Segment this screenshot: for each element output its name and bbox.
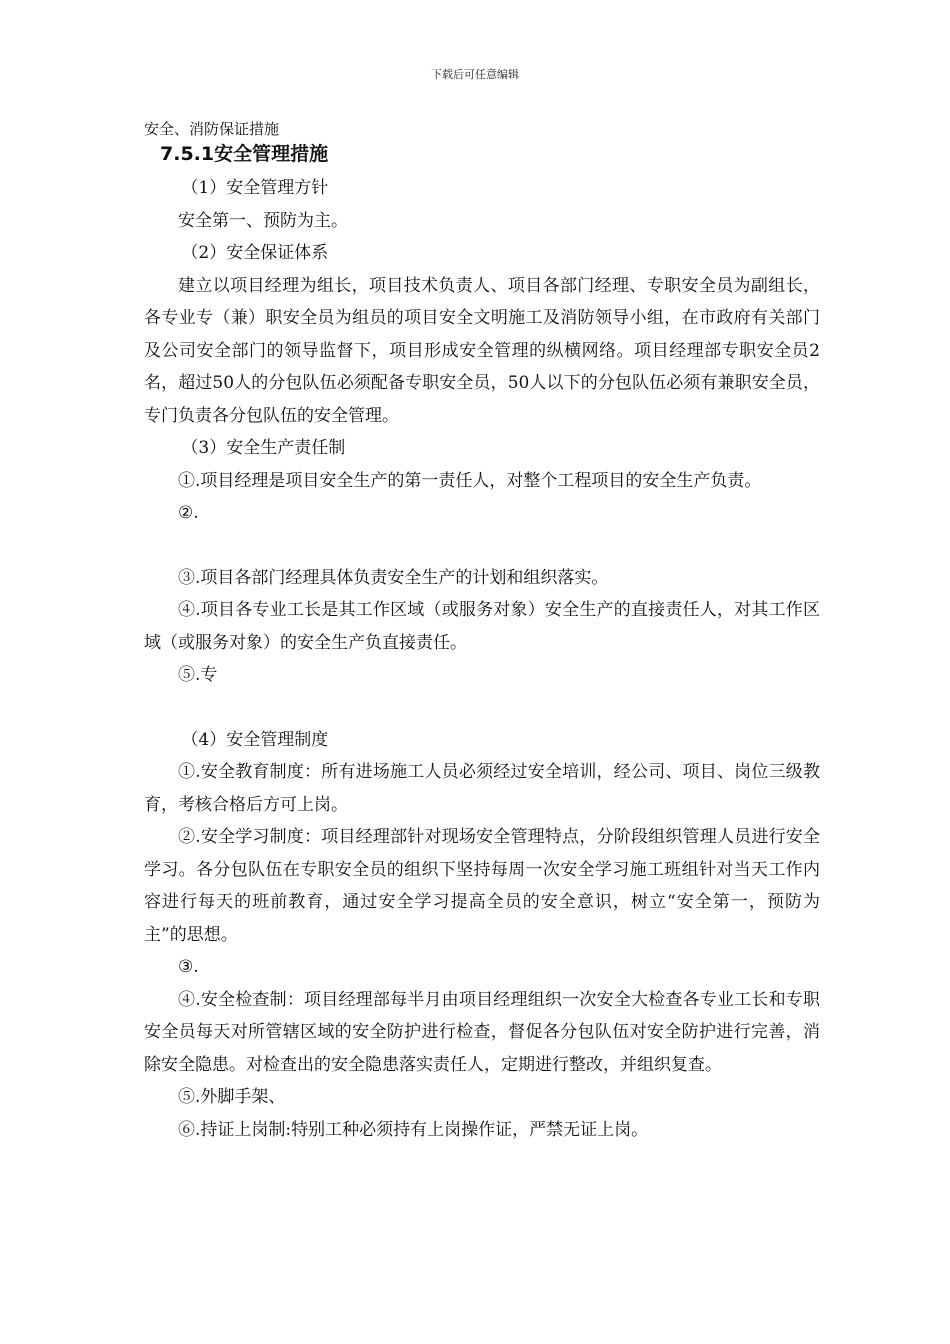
blank-line	[144, 530, 820, 562]
document-body	[144, 172, 820, 1146]
section-prefix-title: 安全、消防保证措施	[144, 120, 280, 138]
paragraph: 安全第一、预防为主。	[178, 210, 348, 231]
paragraph: ④.安全检查制：项目经理部每半月由项目经理组织一次安全大检查各专业工长和专职安全员每天对所管辖区域的安全防护进行检查，督促各分包队伍对安全防护进行完善，消除安全隐患。对检查出的安全隐患落实责任人，定期进行整改，并组织复查。	[144, 989, 820, 1075]
paragraph: ④.项目各专业工长是其工作区域（或服务对象）安全生产的直接责任人，对其工作区域（或服务对象）的安全生产负直接责任。	[144, 600, 820, 653]
paragraph: ③.	[178, 957, 199, 977]
paragraph-subheading: （3）安全生产责任制	[181, 438, 346, 458]
paragraph: ①.安全教育制度：所有进场施工人员必须经过安全培训，经公司、项目、岗位三级教育，考核合格后方可上岗。	[144, 762, 820, 815]
paragraph: ①.项目经理是项目安全生产的第一责任人，对整个工程项目的安全生产负责。	[178, 470, 762, 491]
paragraph: 建立以项目经理为组长，项目技术负责人、项目各部门经理、专职安全员为副组长，各专业专（兼）职安全员为组员的项目安全文明施工及消防领导小组，在市政府有关部门及公司安全部门的领导监督下，项目形成安全管理的纵横网络。项目经理部专职安全员2名，超过50人的分包队伍必须配备专职安全员，50人以下的分包队伍必须有兼职安全员，专门负责各分包队伍的安全管理。	[144, 275, 820, 426]
paragraph: ⑤.外脚手架、	[178, 1087, 286, 1107]
paragraph: ②.安全学习制度：项目经理部针对现场安全管理特点，分阶段组织管理人员进行安全学习。各分包队伍在专职安全员的组织下坚持每周一次安全学习施工班组针对当天工作内容进行每天的班前教育，通过安全学习提高全员的安全意识，树立“安全第一，预防为主”的思想。	[144, 827, 820, 945]
paragraph: ⑤.专	[178, 665, 218, 685]
paragraph: ②.	[178, 503, 199, 523]
paragraph-subheading: （2）安全保证体系	[181, 243, 329, 263]
paragraph-subheading: （1）安全管理方针	[181, 178, 329, 198]
section-heading: 7.5.1安全管理措施	[160, 143, 329, 165]
paragraph: ⑥.持证上岗制:特别工种必须持有上岗操作证，严禁无证上岗。	[178, 1119, 649, 1140]
paragraph-subheading: （4）安全管理制度	[181, 729, 329, 750]
paragraph: ③.项目各部门经理具体负责安全生产的计划和组织落实。	[178, 567, 609, 588]
blank-line	[144, 692, 820, 724]
page-header-note: 下载后可任意编辑	[431, 68, 519, 81]
